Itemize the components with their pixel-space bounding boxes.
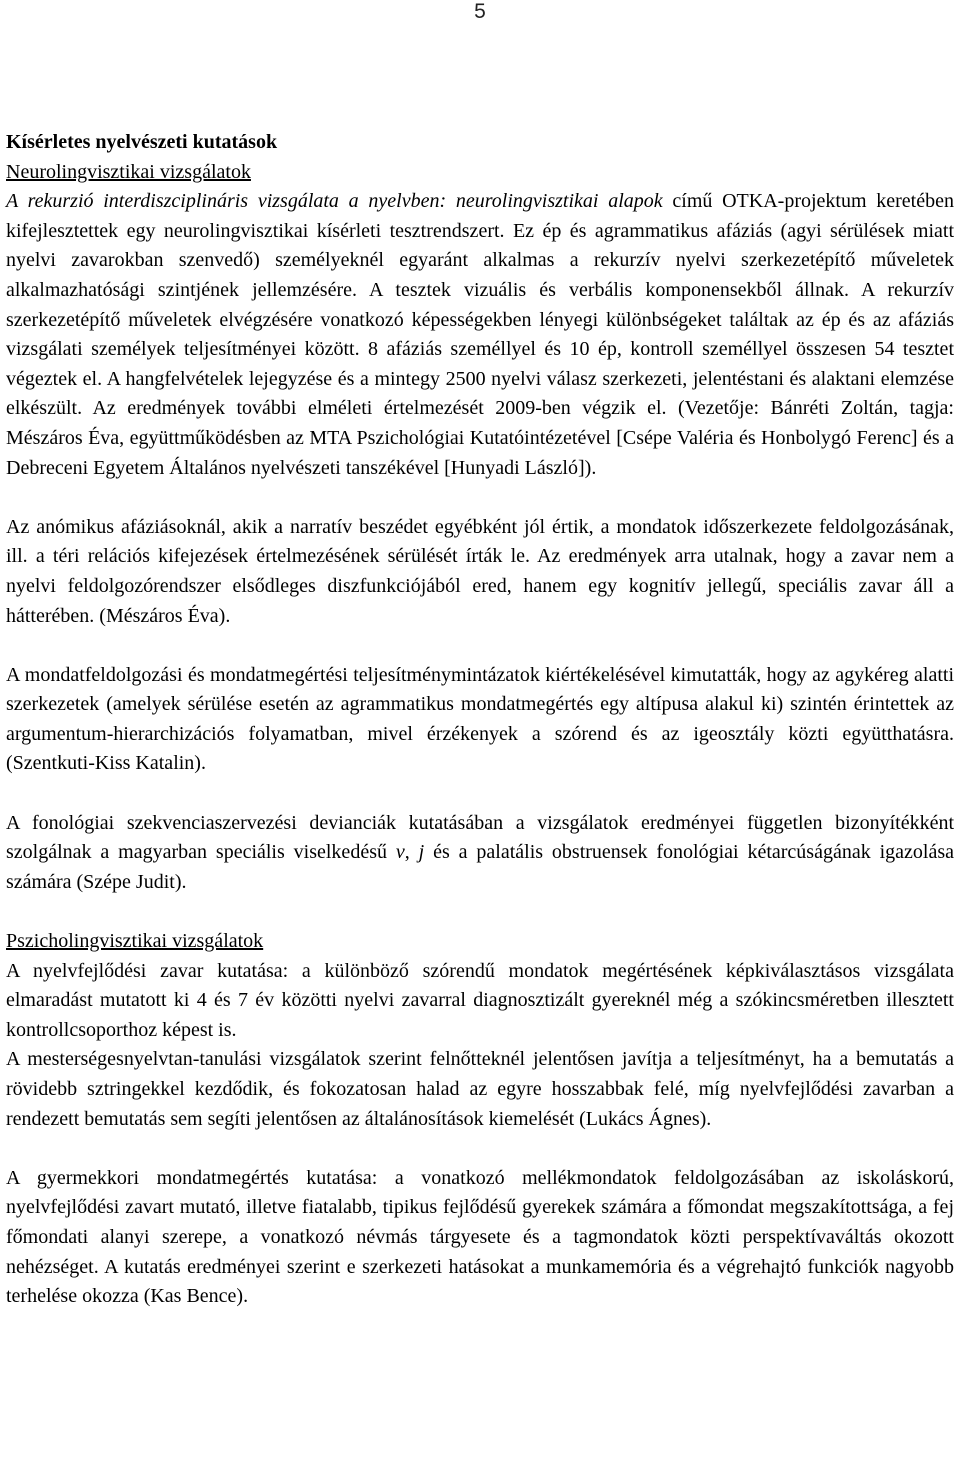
- paragraph-anomic-aphasia: Az anómikus afáziásoknál, akik a narratív beszédet egyébként jól értik, a mondatok időszerkezete feldolgozásának, ill. a téri relációs kifejezések értelmezésének sérülését írták le. Az eredmények arra utalnak, hogy a zavar nem a nyelvi feldolgozórendszer elsődleges diszfunkciójából ered, hanem egy kognitív jellegű, speciális zavar áll a hátterében. (Mészáros Éva).: [6, 515, 954, 627]
- paragraph-recursion-project: [6, 187, 954, 483]
- italic-letter-v: v: [395, 841, 405, 864]
- section-heading-psycholinguistics: Pszicholingvisztikai vizsgálatok: [6, 930, 264, 953]
- paragraph-sentence-processing: A mondatfeldolgozási és mondatmegértési teljesítménymintázatok kiértékelésével kimutatták, hogy az agykéreg alatti szerkezetek (amelyek sérülése esetén az agrammatikus mondatmegértés egy altípusa alakul ki) szintén érintettek az argumentum-hierarchizációs folyamatban, mivel érzékenyek a szórend és az igeosztály közti együtthatásra. (Szentkuti-Kiss Katalin).: [6, 663, 954, 775]
- section-heading-neurolinguistics: Neurolingvisztikai vizsgálatok: [6, 160, 251, 183]
- paragraph-text: című OTKA-projektum keretében kifejlesztettek egy neurolingvisztikai kísérleti tesztrendszert. Ez ép és agrammatikus afáziás (agyi sérülések miatt nyelvi zavarokban szenvedő) személyeknél egyaránt alkalmas a rekurzív nyelvi szerkezetépítő műveletek alkalmazhatósági szintjének jellemzésére. A tesztek vizuális és verbális komponensekből állnak. A rekurzív szerkezetépítő műveletek elvégzésére vonatkozó képességekben lényegi különbségeket találtak az ép és az afáziás vizsgálati személyek teljesítményei között. 8 afáziás személlyel és 10 ép, kontroll személlyel összesen 54 tesztet végeztek el. A hangfelvételek lejegyzése és a mintegy 2500 nyelvi válasz szerkezeti, jelentéstani és alaktani elemzése elkészült. Az eredmények további elméleti értelmezését 2009-ben végzik el. (Vezetője: Bánréti Zoltán, tagja: Mészáros Éva, együttműködésben az MTA Pszichológiai Kutatóintézetével [Csépe Valéria és Honbolygó Ferenc] és a Debreceni Egyetem Általános nyelvészeti tanszékével [Hunyadi László]).: [6, 190, 954, 479]
- italic-letter-j: j: [418, 841, 425, 864]
- paragraph-child-comprehension: A gyermekkori mondatmegértés kutatása: a vonatkozó mellékmondatok feldolgozásában az iskoláskorú, nyelvfejlődési zavart mutató, illetve fiatalabb, tipikus fejlődésű gyerekek számára a főmondat megszakítottsága, a fej főmondati alanyi szerepe, a vonatkozó névmás tárgyesete és a tagmondatok közti perspektívaváltás okozott nehézséget. A kutatás eredményei szerint e szerkezeti hatásokat a munkamemória és a végrehajtó funkciók nagyobb terhelése okozza (Kas Bence).: [6, 1166, 954, 1308]
- paragraph-text: A fonológiai szekvenciaszervezési devianciák kutatásában a vizsgálatok eredményei független bizonyítékként szolgálnak a magyarban speciális viselkedésű: [6, 811, 954, 864]
- paragraph-language-disorder: A nyelvfejlődési zavar kutatása: a különböző szórendű mondatok megértésének képkiválasztásos vizsgálata elmaradást mutatott ki 4 és 7 év közötti nyelvi zavarral diagnosztizált gyereknél még a szókincsméretben illesztett kontrollcsoporthoz képest is.: [6, 959, 954, 1041]
- document-title: Kísérletes nyelvészeti kutatások: [6, 131, 278, 153]
- paragraph-phonology: [6, 809, 954, 898]
- project-title: A rekurzió interdiszciplináris vizsgálata a nyelvben: neurolingvisztikai alapok: [6, 190, 663, 213]
- paragraph-text: és a palatális obstruensek fonológiai kétarcúságának igazolása számára (Szépe Judit).: [6, 841, 954, 893]
- paragraph-artificial-grammar: A mesterségesnyelvtan-tanulási vizsgálatok szerint felnőtteknél jelentősen javítja a teljesítményt, ha a bemutatás a rövidebb sztringekkel kezdődik, és fokozatosan halad az egyre hosszabbak felé, míg nyelvfejlődési zavarban a rendezett bemutatás sem segíti jelentősen az általánosítások kiemelését (Lukács Ágnes).: [6, 1048, 954, 1130]
- paragraph-text: ,: [404, 841, 419, 864]
- page-number: 5: [474, 0, 486, 23]
- document-body: [6, 128, 954, 1312]
